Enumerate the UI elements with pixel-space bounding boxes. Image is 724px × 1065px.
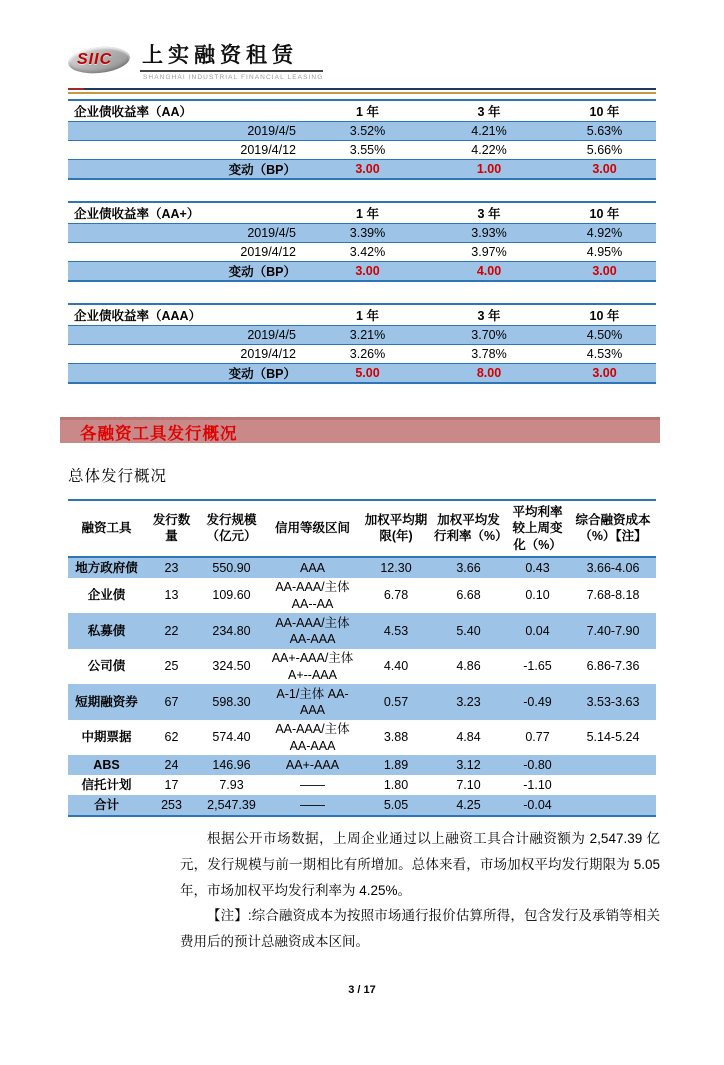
cell-credit-range: A-1/主体 AA-AAA xyxy=(276,686,349,718)
issuance-table-row xyxy=(68,684,656,720)
cell-credit-range: AA+-AAA xyxy=(285,758,340,773)
section-banner-title: 各融资工具发行概况 xyxy=(80,424,238,443)
header-instrument: 融资工具 xyxy=(81,521,132,536)
cell-issue-scale: 574.40 xyxy=(212,730,251,745)
issuance-table-header xyxy=(68,501,656,558)
header-rule-navy-line xyxy=(68,88,656,90)
cell-rate-change: -0.80 xyxy=(523,758,552,773)
yield-value-10y: 4.50% xyxy=(586,328,623,343)
report-page xyxy=(0,42,724,955)
yield-value-3y: 3.78% xyxy=(471,347,507,362)
yield-value-1y: 3.26% xyxy=(349,347,386,362)
yield-table-body xyxy=(68,121,656,178)
col-header-10y: 10 年 xyxy=(589,309,620,324)
col-header-3y: 3 年 xyxy=(477,105,501,120)
yield-value-10y: 4.95% xyxy=(586,245,623,260)
notes-block xyxy=(180,826,660,954)
header-rule-red-segment xyxy=(68,88,84,90)
siic-logo-text: SIIC xyxy=(77,51,113,68)
yield-value-3y: 8.00 xyxy=(476,366,502,381)
yield-table-row xyxy=(68,325,656,344)
cell-rate-change: -0.49 xyxy=(523,694,552,709)
cell-overall-cost: 7.68-8.18 xyxy=(586,588,640,603)
company-name-cn: 上实融资租赁 xyxy=(140,42,323,72)
cell-avg-term: 1.80 xyxy=(383,778,409,793)
yield-row-label: 变动（BP） xyxy=(228,367,296,382)
yield-value-10y: 5.63% xyxy=(586,124,623,139)
yield-table-title: 企业债收益率（AAA） xyxy=(74,309,202,324)
col-header-3y: 3 年 xyxy=(477,309,501,324)
yield-row-label: 2019/4/12 xyxy=(240,143,296,158)
header-avg-term: 加权平均期限(年) xyxy=(364,513,428,544)
cell-avg-term: 6.78 xyxy=(383,588,409,603)
cell-overall-cost: 5.14-5.24 xyxy=(586,730,640,745)
cell-issue-scale: 324.50 xyxy=(212,659,251,674)
cell-issue-count: 23 xyxy=(164,560,179,575)
yield-table-aa-header xyxy=(68,101,656,121)
cell-issue-count: 13 xyxy=(164,588,179,603)
header-credit-range: 信用等级区间 xyxy=(274,521,350,536)
yield-table-row xyxy=(68,344,656,363)
cell-instrument: 信托计划 xyxy=(81,778,132,793)
col-header-10y: 10 年 xyxy=(589,207,620,222)
yield-table-row xyxy=(68,223,656,242)
yield-value-3y: 3.93% xyxy=(471,226,507,241)
cell-avg-term: 1.89 xyxy=(383,758,409,773)
cell-instrument: 中期票据 xyxy=(81,730,132,745)
header-rate-change: 平均利率较上周变化（%） xyxy=(512,505,563,552)
yield-value-10y: 3.00 xyxy=(592,366,617,381)
yield-row-label: 2019/4/12 xyxy=(240,245,296,260)
cell-credit-range: —— xyxy=(300,798,325,813)
yield-row-label: 2019/4/12 xyxy=(240,347,296,362)
header-rule-gold-line xyxy=(68,92,656,94)
cell-avg-rate: 4.25 xyxy=(456,798,481,813)
yield-value-10y: 3.00 xyxy=(592,264,617,279)
header-issue-count: 发行数量 xyxy=(152,513,191,544)
yield-row-label: 2019/4/5 xyxy=(247,124,296,139)
cell-avg-rate: 4.86 xyxy=(456,659,481,674)
yield-row-label: 变动（BP） xyxy=(228,163,296,178)
yield-row-label: 变动（BP） xyxy=(228,265,296,280)
issuance-table-row xyxy=(68,795,656,815)
cell-issue-scale: 234.80 xyxy=(212,623,251,638)
cell-rate-change: 0.77 xyxy=(525,730,550,745)
company-name-block xyxy=(140,42,323,81)
yield-value-1y: 3.55% xyxy=(349,143,386,158)
cell-issue-scale: 7.93 xyxy=(219,778,244,793)
cell-avg-term: 5.05 xyxy=(383,798,409,813)
yield-value-10y: 4.53% xyxy=(586,347,623,362)
cell-rate-change: 0.04 xyxy=(525,623,550,638)
cell-instrument: ABS xyxy=(93,758,120,773)
col-header-1y: 1 年 xyxy=(356,105,379,120)
yield-value-10y: 3.00 xyxy=(592,162,617,177)
cell-avg-term: 12.30 xyxy=(380,560,412,575)
issuance-table-row xyxy=(68,613,656,649)
cell-issue-count: 253 xyxy=(161,798,182,813)
yield-table-row xyxy=(68,242,656,261)
yield-row-label: 2019/4/5 xyxy=(247,328,296,343)
issuance-table-row xyxy=(68,775,656,795)
col-header-1y: 1 年 xyxy=(356,207,379,222)
yield-value-3y: 3.97% xyxy=(471,245,507,260)
yield-table-body xyxy=(68,325,656,382)
cell-avg-rate: 5.40 xyxy=(456,623,481,638)
yield-value-1y: 3.00 xyxy=(355,162,380,177)
cell-issue-count: 67 xyxy=(164,694,179,709)
yield-table-title: 企业债收益率（AA+） xyxy=(74,207,200,222)
cell-credit-range: AA-AAA/主体 AA--AA xyxy=(275,580,350,611)
siic-logo-badge xyxy=(68,42,134,80)
cell-issue-scale: 598.30 xyxy=(212,694,251,709)
cell-credit-range: —— xyxy=(300,778,325,793)
cell-overall-cost: 3.66-4.06 xyxy=(586,560,640,575)
yield-table-aaa xyxy=(68,303,656,384)
footnote-paragraph: 【注】:综合融资成本为按照市场通行报价估算所得，包含发行及承销等相关费用后的预计总融资成本区间。 xyxy=(180,908,660,949)
cell-avg-term: 4.40 xyxy=(383,659,409,674)
yield-table-body xyxy=(68,223,656,280)
cell-avg-rate: 7.10 xyxy=(456,778,481,793)
yield-value-3y: 1.00 xyxy=(476,162,502,177)
yield-value-1y: 5.00 xyxy=(355,366,380,381)
yield-value-1y: 3.42% xyxy=(349,245,386,260)
cell-rate-change: -1.10 xyxy=(523,778,552,793)
yield-value-3y: 3.70% xyxy=(471,328,507,343)
company-name-en: SHANGHAI INDUSTRIAL FINANCIAL LEASING xyxy=(143,74,324,82)
yield-value-1y: 3.39% xyxy=(349,226,386,241)
cell-instrument: 公司债 xyxy=(87,659,126,674)
issuance-table-row xyxy=(68,755,656,775)
cell-avg-rate: 3.12 xyxy=(456,758,481,773)
cell-instrument: 企业债 xyxy=(87,588,126,603)
cell-overall-cost: 6.86-7.36 xyxy=(586,659,640,674)
cell-overall-cost: 3.53-3.63 xyxy=(586,694,640,709)
yield-table-aa-plus-header xyxy=(68,203,656,223)
issuance-overview-table xyxy=(68,499,656,817)
yield-table-row xyxy=(68,363,656,382)
col-header-3y: 3 年 xyxy=(477,207,501,222)
yield-table-title: 企业债收益率（AA） xyxy=(74,105,193,120)
yield-table-row xyxy=(68,140,656,159)
cell-issue-scale: 109.60 xyxy=(212,588,251,603)
header-issue-scale: 发行规模（亿元） xyxy=(206,513,257,544)
cell-avg-term: 3.88 xyxy=(383,730,409,745)
cell-overall-cost: 7.40-7.90 xyxy=(586,623,640,638)
yield-value-10y: 5.66% xyxy=(586,143,623,158)
subsection-title: 总体发行概况 xyxy=(68,468,168,486)
summary-paragraph: 根据公开市场数据，上周企业通过以上融资工具合计融资额为 2,547.39 亿元，发行规模与前一期相比有所增加。总体来看，市场加权平均发行期限为 5.05 年，市场加权平均发行利率为 4.25%。 xyxy=(180,831,660,898)
cell-issue-count: 22 xyxy=(164,623,179,638)
yield-value-3y: 4.22% xyxy=(471,143,507,158)
cell-avg-rate: 3.23 xyxy=(456,694,481,709)
col-header-1y: 1 年 xyxy=(356,309,379,324)
cell-rate-change: 0.43 xyxy=(525,560,550,575)
cell-credit-range: AA-AAA/主体 AA-AAA xyxy=(275,722,350,753)
cell-avg-rate: 3.66 xyxy=(456,560,481,575)
yield-table-aa xyxy=(68,99,656,180)
cell-rate-change: -1.65 xyxy=(523,659,552,674)
cell-issue-count: 17 xyxy=(164,778,179,793)
cell-credit-range: AA-AAA/主体 AA-AAA xyxy=(275,615,350,647)
cell-avg-rate: 6.68 xyxy=(456,588,481,603)
yield-table-row xyxy=(68,261,656,280)
yield-table-aaa-header xyxy=(68,305,656,325)
yield-value-1y: 3.00 xyxy=(355,264,380,279)
cell-credit-range: AA+-AAA/主体 A+--AAA xyxy=(271,651,354,682)
cell-instrument: 短期融资券 xyxy=(75,694,138,709)
yield-value-10y: 4.92% xyxy=(586,226,623,241)
header-overall-cost: 综合融资成本（%）【注】 xyxy=(575,513,651,544)
cell-issue-scale: 146.96 xyxy=(212,758,251,773)
yield-value-3y: 4.00 xyxy=(476,264,502,279)
issuance-table-row xyxy=(68,720,656,756)
cell-instrument: 私募债 xyxy=(87,623,126,638)
cell-instrument: 地方政府债 xyxy=(75,560,138,575)
cell-avg-rate: 4.84 xyxy=(456,730,481,745)
cell-issue-scale: 550.90 xyxy=(212,560,251,575)
cell-rate-change: 0.10 xyxy=(525,588,550,603)
yield-table-row xyxy=(68,159,656,178)
cell-rate-change: -0.04 xyxy=(523,798,552,813)
yield-value-1y: 3.21% xyxy=(349,328,386,343)
yield-row-label: 2019/4/5 xyxy=(247,226,296,241)
issuance-table-row xyxy=(68,649,656,685)
cell-issue-count: 24 xyxy=(164,758,179,773)
yield-value-3y: 4.21% xyxy=(471,124,507,139)
page-number: 3 / 17 xyxy=(348,984,376,996)
issuance-table-row xyxy=(68,558,656,578)
yield-table-row xyxy=(68,121,656,140)
col-header-10y: 10 年 xyxy=(589,105,620,120)
cell-avg-term: 0.57 xyxy=(383,694,409,709)
cell-credit-range: AAA xyxy=(299,560,325,575)
issuance-table-body xyxy=(68,558,656,816)
company-logo xyxy=(68,42,656,81)
yield-value-1y: 3.52% xyxy=(349,124,386,139)
header-rule xyxy=(68,88,656,94)
cell-issue-count: 25 xyxy=(164,659,179,674)
section-banner xyxy=(60,417,660,443)
cell-issue-count: 62 xyxy=(164,730,179,745)
issuance-table-row xyxy=(68,578,656,614)
yield-table-aa-plus xyxy=(68,201,656,282)
header-avg-rate: 加权平均发行利率（%） xyxy=(434,513,508,544)
cell-avg-term: 4.53 xyxy=(383,623,409,638)
cell-issue-scale: 2,547.39 xyxy=(207,798,256,813)
cell-instrument: 合计 xyxy=(93,798,119,813)
